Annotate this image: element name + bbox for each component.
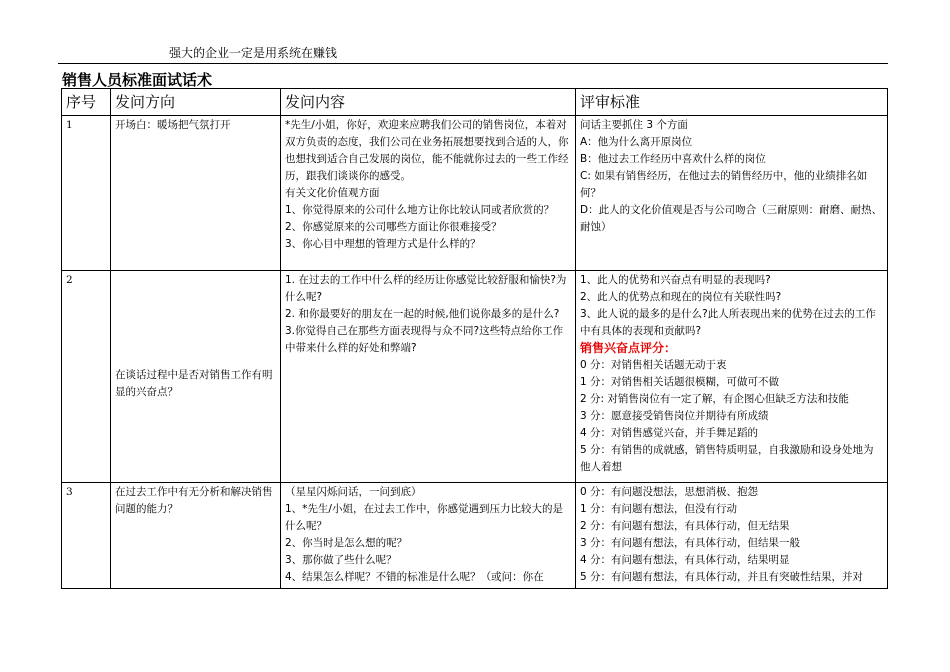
content-line: *先生/小姐，你好，欢迎来应聘我们公司的销售岗位，本着对双方负责的态度，我们公司在业务拓展想要找到合适的人，你也想找到适合自己发展的岗位，能不能就你过去的一些工作经历，跟我们谈谈你的感受。 [285,119,569,182]
table-header-row [62,89,888,116]
criteria-line: D：此人的文化价值观是否与公司吻合（三耐原则：耐磨、耐热、耐蚀） [580,204,883,233]
row-content [281,271,576,483]
row-criteria [576,271,888,483]
content-line: 3.你觉得自己在那些方面表现得与众不同?这些特点给你工作中带来什么样的好处和弊端? [285,325,564,354]
score-line: 1 分：对销售相关话题很模糊，可做可不做 [580,376,780,388]
criteria-line: 2、此人的优势点和现在的岗位有关联性吗? [580,291,782,303]
criteria-line: 1 分：有问题有想法，但没有行动 [580,503,738,515]
row-criteria [576,116,888,271]
row-number: 1 [62,116,111,271]
column-header-content: 发问内容 [281,89,576,116]
page-header-slogan: 强大的企业一定是用系统在赚钱 [169,46,338,60]
column-header-direction: 发问方向 [111,89,281,116]
column-header-criteria: 评审标准 [576,89,888,116]
table-row [62,483,888,589]
content-line: 2、你当时是怎么想的呢？ [285,537,408,549]
criteria-line: C: 如果有销售经历，在他过去的销售经历中，他的业绩排名如何？ [580,170,868,199]
header-divider [58,63,888,64]
content-line: 1、你觉得原来的公司什么地方让你比较认同或者欣赏的？ [285,204,555,216]
criteria-line: 0 分：有问题没想法，思想消极、抱怨 [580,486,759,498]
content-line: 1. 在过去的工作中什么样的经历让你感觉比较舒服和愉快?为什么呢? [285,274,567,303]
criteria-line: 3、此人说的最多的是什么?此人所表现出来的优势在过去的工作中有具体的表现和贡献吗? [580,308,876,337]
content-line: 1、*先生/小姐，在过去工作中，你感觉遇到压力比较大的是什么呢？ [285,503,563,532]
content-line: 2、你感觉原来的公司哪些方面让你很难接受？ [285,221,502,233]
row-criteria [576,483,888,589]
row-number: 2 [62,271,111,483]
criteria-line: 4 分：有问题有想法，有具体行动，结果明显 [580,554,790,566]
row-direction-text: 在谈话过程中是否对销售工作有明显的兴奋点？ [115,369,273,398]
content-line: 有关文化价值观方面 [285,187,380,199]
table-row [62,116,888,271]
score-line: 3 分：愿意接受销售岗位并期待有所成绩 [580,410,769,422]
score-line: 5 分：有销售的成就感，销售特质明显，自我激励和设身处地为他人着想 [580,444,874,473]
content-line: 4、结果怎么样呢？不错的标准是什么呢？（或问：你在 [285,571,544,583]
content-line: 2. 和你最要好的朋友在一起的时候,他们说你最多的是什么? [285,308,560,320]
row-direction: 开场白：暖场把气氛打开 [111,116,281,271]
column-header-number: 序号 [62,89,111,116]
criteria-line: A：他为什么离开原岗位 [580,136,693,148]
document-title: 销售人员标准面试话术 [62,71,213,89]
content-line: 3、那你做了些什么呢？ [285,554,397,566]
content-line: 3、你心目中理想的管理方式是什么样的？ [285,238,481,250]
interview-script-table [61,88,888,589]
row-direction [111,271,281,483]
table-row [62,271,888,483]
criteria-line: 5 分：有问题有想法，有具体行动，并且有突破性结果，并对 [580,571,864,583]
criteria-line: 问话主要抓住 3 个方面 [580,119,688,131]
criteria-line: 3 分：有问题有想法，有具体行动，但结果一般 [580,537,801,549]
content-line: （星星闪烁问话，一问到底） [285,486,422,498]
score-line: 2 分: 对销售岗位有一定了解，有企图心但缺乏方法和技能 [580,393,849,405]
row-number: 3 [62,483,111,589]
score-line: 0 分：对销售相关话题无动于衷 [580,359,727,371]
criteria-line: 2 分：有问题有想法，有具体行动，但无结果 [580,520,790,532]
score-line: 4 分：对销售感觉兴奋，并手舞足蹈的 [580,427,759,439]
criteria-line: B：他过去工作经历中喜欢什么样的岗位 [580,153,766,165]
score-section-title: 销售兴奋点评分： [580,341,677,355]
row-content [281,483,576,589]
row-direction: 在过去工作中有无分析和解决销售问题的能力？ [111,483,281,589]
criteria-line: 1、此人的优势和兴奋点有明显的表现吗? [580,274,771,286]
row-content [281,116,576,271]
